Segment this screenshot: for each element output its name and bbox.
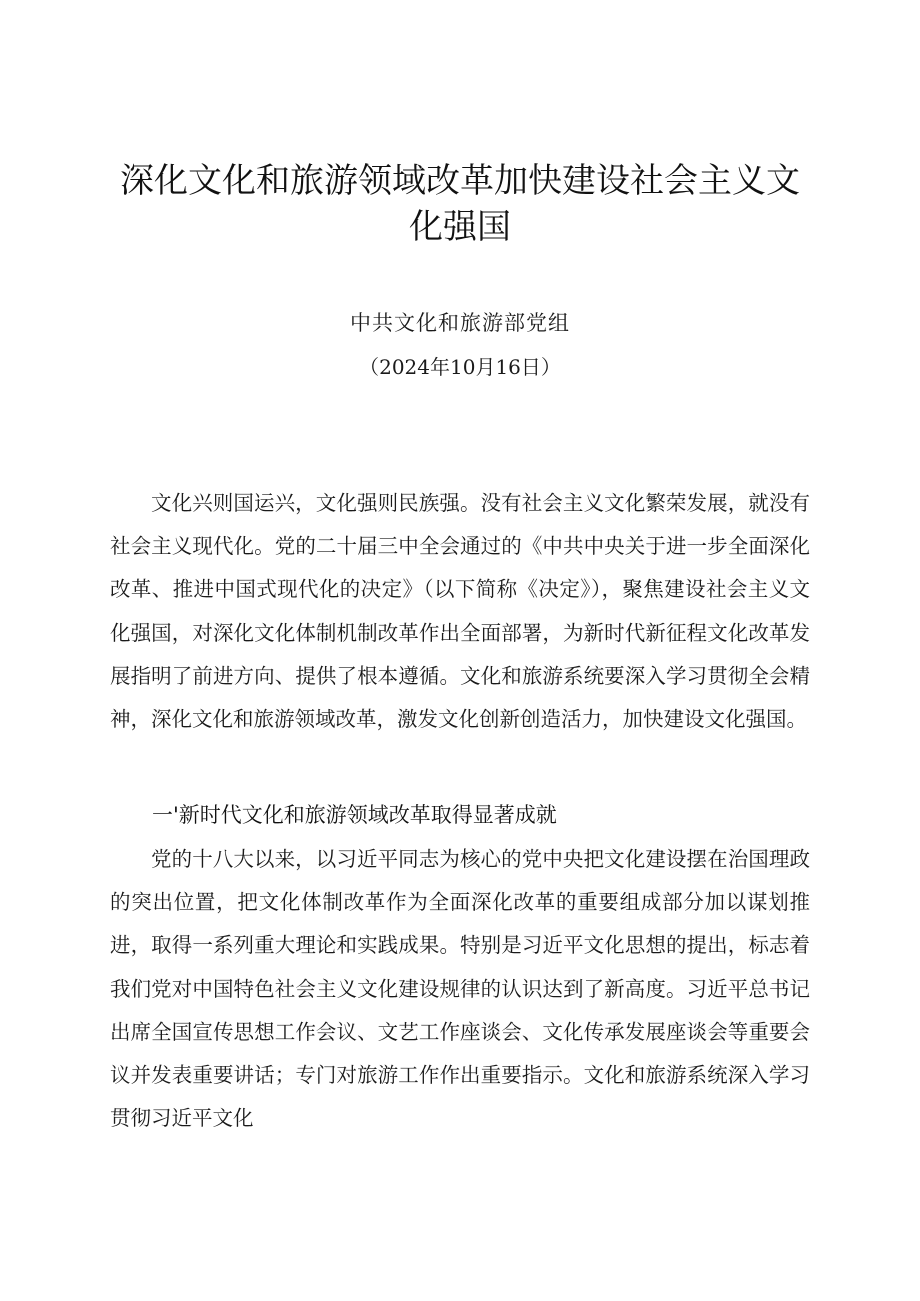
document-date: （2024年10月16日）	[359, 355, 561, 379]
document-title: 深化文化和旅游领域改革加快建设社会主义文化强国	[120, 161, 800, 247]
document-author: 中共文化和旅游部党组	[350, 311, 570, 335]
body-paragraph: 文化兴则国运兴，文化强则民族强。没有社会主义文化繁荣发展，就没有社会主义现代化。党的二十届三中全会通过的《中共中央关于进一步全面深化改革、推进中国式现代化的决定》（以下简称《决定》），聚焦建设社会主义文化强国，对深化文化体制机制改革作出全面部署，为新时代新征程文化改革发展指明了前进方向、提供了根本遵循。文化和旅游系统要深入学习贯彻全会精神，深化文化和旅游领域改革，激发文化创新创造活力，加快建设文化强国。	[110, 491, 810, 732]
section-paragraph: 党的十八大以来，以习近平同志为核心的党中央把文化建设摆在治国理政的突出位置，把文化体制改革作为全面深化改革的重要组成部分加以谋划推进，取得一系列重大理论和实践成果。特别是习近平文化思想的提出，标志着我们党对中国特色社会主义文化建设规律的认识达到了新高度。习近平总书记出席全国宣传思想工作会议、文艺工作座谈会、文化传承发展座谈会等重要会议并发表重要讲话；专门对旅游工作作出重要指示。文化和旅游系统深入学习贯彻习近平文化	[110, 847, 810, 1131]
section-heading: 一'新时代文化和旅游领域改革取得显著成就	[152, 803, 557, 827]
